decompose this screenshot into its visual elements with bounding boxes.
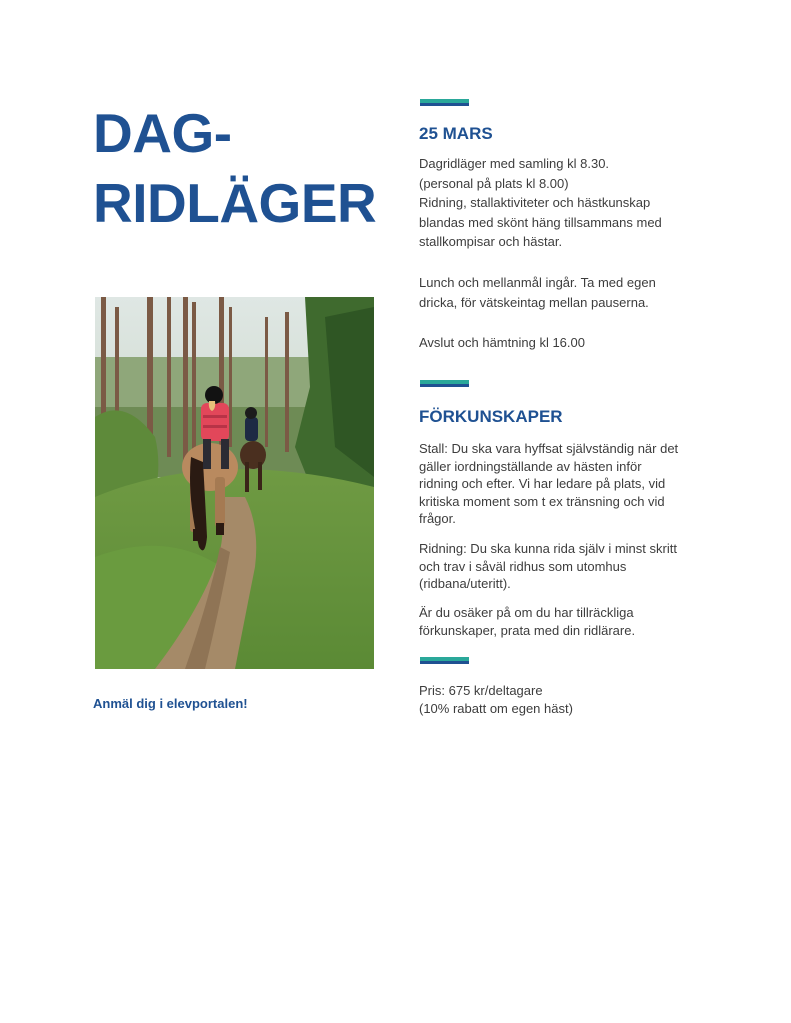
riding-line: (ridbana/uteritt).	[419, 576, 511, 591]
section-divider-bar	[420, 99, 469, 107]
price-discount-line: (10% rabatt om egen häst)	[419, 700, 573, 716]
horseback-riding-photo	[95, 297, 374, 669]
stall-line: gäller iordningställande av hästen inför	[419, 458, 642, 474]
riding-line: och trav i såväl ridhus som utomhus	[419, 558, 627, 574]
stall-line: Stall: Du ska vara hyffsat självständig när det	[419, 441, 679, 456]
intro-line: Ridning, stallaktiviteter och hästkunskap	[419, 195, 651, 210]
intro-line: (personal på plats kl 8.00)	[419, 175, 569, 191]
title-line-2: RIDLÄGER	[93, 172, 377, 234]
stall-line: frågor.	[419, 511, 456, 526]
price-paragraph	[419, 682, 719, 717]
unsure-line: Är du osäker på om du har tillräckliga	[419, 605, 634, 620]
lunch-paragraph	[419, 273, 719, 312]
stall-line: kritiska moment som t ex tränsning och vid	[419, 493, 665, 509]
price-line: Pris: 675 kr/deltagare	[419, 683, 543, 698]
stall-paragraph	[419, 440, 719, 528]
prereq-heading: FÖRKUNSKAPER	[419, 407, 563, 426]
unsure-line: förkunskaper, prata med din ridlärare.	[419, 622, 636, 638]
intro-line: Dagridläger med samling kl 8.30.	[419, 156, 610, 171]
riding-line: Ridning: Du ska kunna rida själv i minst skritt	[419, 541, 677, 556]
section-divider-bar	[420, 380, 469, 388]
title-line-1: DAG-	[93, 102, 232, 164]
riding-paragraph	[419, 540, 719, 593]
intro-line: blandas med skönt häng tillsammans med	[419, 214, 662, 230]
lunch-line: Lunch och mellanmål ingår. Ta med egen	[419, 275, 656, 290]
stall-line: ridning och efter. Vi har ledare på plats, vid	[419, 476, 666, 491]
section-divider-bar	[420, 657, 469, 665]
intro-line: stallkompisar och hästar.	[419, 234, 563, 249]
intro-paragraph	[419, 154, 719, 252]
page-title	[93, 98, 376, 238]
signup-link[interactable]: Anmäl dig i elevportalen!	[93, 696, 248, 711]
end-time-line: Avslut och hämtning kl 16.00	[419, 335, 585, 350]
date-heading: 25 MARS	[419, 124, 493, 143]
lunch-line: dricka, för vätskeintag mellan pauserna.	[419, 294, 649, 310]
end-time-text	[419, 333, 719, 353]
unsure-paragraph	[419, 604, 719, 639]
